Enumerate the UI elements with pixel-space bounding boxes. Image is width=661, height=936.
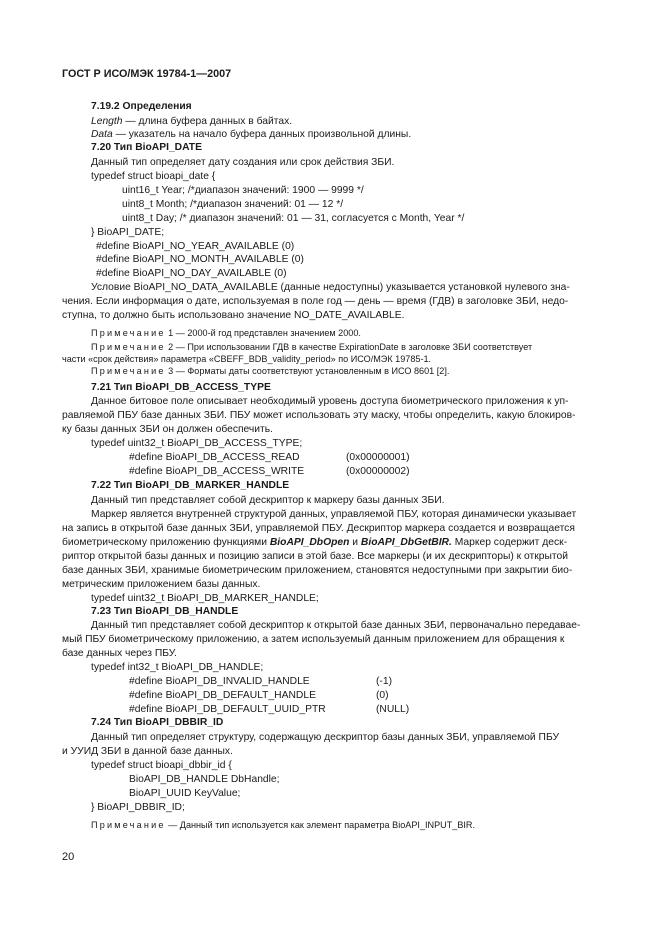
paragraph: Данный тип представляет собой дескриптор к маркеру базы данных ЗБИ. xyxy=(91,495,445,506)
define-value: (0) xyxy=(376,690,389,701)
term-length: Length xyxy=(91,116,123,127)
define-name: #define BioAPI_DB_ACCESS_WRITE xyxy=(129,466,305,477)
function-name: BioAPI_DbOpen xyxy=(269,537,350,548)
code-line: BioAPI_UUID KeyValue; xyxy=(129,788,241,799)
paragraph-line: ступна, то должно быть использовано значение NO_DATE_AVAILABLE. xyxy=(62,310,405,321)
term-data: Data xyxy=(91,129,113,140)
paragraph-line: чения. Если информация о дате, используемая в поле год — день — время (ГДВ) в заголовке ЗБИ, недо- xyxy=(62,296,569,307)
paragraph-line: Условие BioAPI_NO_DATA_AVAILABLE (данные недоступны) указывается установкой нулевого зна- xyxy=(91,282,570,293)
code-line: #define BioAPI_NO_DAY_AVAILABLE (0) xyxy=(96,268,287,279)
definition-data xyxy=(91,128,411,141)
section-title-7-21: 7.21 Тип BioAPI_DB_ACCESS_TYPE xyxy=(91,382,271,393)
paragraph-line: базе данных ЗБИ, хранимые биометрическим приложением, становятся недоступными при закрытии био- xyxy=(62,565,573,576)
paragraph-line: Данное битовое поле описывает необходимый уровень доступа биометрического приложения к уп- xyxy=(91,396,569,407)
code-line: #define BioAPI_NO_MONTH_AVAILABLE (0) xyxy=(96,254,304,265)
paragraph-line: Маркер является внутренней структурой данных, управляемой ПБУ, которая динамически указывает xyxy=(91,509,577,520)
define-name: #define BioAPI_DB_ACCESS_READ xyxy=(129,452,300,463)
paragraph-line: риптор открытой базы данных и позицию записи в этой базе. Все маркеры (и их дескрипторы) к открытой xyxy=(62,551,568,562)
section-title-7-19-2: 7.19.2 Определения xyxy=(91,101,192,112)
note-text: — Данный тип используется как элемент параметра BioAPI_INPUT_BIR. xyxy=(165,820,476,830)
define-value: (-1) xyxy=(376,676,393,687)
note-2-cont: части «срок действия» параметра «CBEFF_BDB_validity_period» по ИСО/МЭК 19785-1. xyxy=(62,354,432,364)
function-name: BioAPI_DbGetBIR. xyxy=(360,537,452,548)
section-title-7-24: 7.24 Тип BioAPI_DBBIR_ID xyxy=(91,717,224,728)
code-line: typedef uint32_t BioAPI_DB_MARKER_HANDLE; xyxy=(91,593,319,604)
section-title-7-23: 7.23 Тип BioAPI_DB_HANDLE xyxy=(91,606,239,617)
definition-text: — длина буфера данных в байтах. xyxy=(122,116,293,127)
note-text: 3 — Форматы даты соответствуют установленным в ИСО 8601 [2]. xyxy=(165,366,450,376)
code-line: typedef struct bioapi_date { xyxy=(91,171,216,182)
section-title-7-20: 7.20 Тип BioAPI_DATE xyxy=(91,142,202,153)
note-label: Примечание xyxy=(91,366,166,376)
define-value: (NULL) xyxy=(376,704,410,715)
note-1 xyxy=(91,327,361,340)
code-line: uint16_t Year; /*диапазон значений: 1900 — 9999 */ xyxy=(122,185,364,196)
section-title-7-22: 7.22 Тип BioAPI_DB_MARKER_HANDLE xyxy=(91,480,290,491)
paragraph-line: мый ПБУ биометрическому приложению, а затем используемый данным приложением для обращения к xyxy=(62,634,565,645)
define-name: #define BioAPI_DB_INVALID_HANDLE xyxy=(129,676,310,687)
code-line: BioAPI_DB_HANDLE DbHandle; xyxy=(129,774,280,785)
note-text: 1 — 2000-й год представлен значением 2000. xyxy=(165,328,361,338)
paragraph-line: ку базы данных ЗБИ он должен обеспечить. xyxy=(62,424,273,435)
note-7-24 xyxy=(91,819,475,832)
define-value: (0x00000002) xyxy=(346,466,410,477)
page-number: 20 xyxy=(62,851,75,863)
page-header: ГОСТ Р ИСО/МЭК 19784-1—2007 xyxy=(62,68,232,80)
paragraph: Данный тип определяет дату создания или срок действия ЗБИ. xyxy=(91,157,395,168)
code-line: uint8_t Month; /*диапазон значений: 01 — 12 */ xyxy=(122,199,344,210)
text: Маркер содержит деск- xyxy=(451,537,568,548)
text: биометрическому приложению функциями xyxy=(62,537,270,548)
code-line: } BioAPI_DBBIR_ID; xyxy=(91,802,185,813)
code-line: typedef int32_t BioAPI_DB_HANDLE; xyxy=(91,662,264,673)
note-3 xyxy=(91,365,449,378)
note-label: Примечание xyxy=(91,342,166,352)
paragraph-line: метрическим приложением базы данных. xyxy=(62,579,261,590)
code-line: typedef struct bioapi_dbbir_id { xyxy=(91,760,232,771)
note-text: 2 — При использовании ГДВ в качестве ExpirationDate в заголовке ЗБИ соответствует xyxy=(165,342,533,352)
paragraph-line: равляемой ПБУ базе данных ЗБИ. ПБУ может использовать эту маску, чтобы определить, какую блокиров- xyxy=(62,410,576,421)
code-line: #define BioAPI_NO_YEAR_AVAILABLE (0) xyxy=(96,241,295,252)
code-line: typedef uint32_t BioAPI_DB_ACCESS_TYPE; xyxy=(91,438,303,449)
note-label: Примечание xyxy=(91,328,166,338)
code-line: uint8_t Day; /* диапазон значений: 01 — 31, согласуется с Month, Year */ xyxy=(122,213,465,224)
note-label: Примечание xyxy=(91,820,166,830)
code-line: } BioAPI_DATE; xyxy=(91,227,165,238)
define-value: (0x00000001) xyxy=(346,452,410,463)
paragraph-line: на запись в открытой базе данных ЗБИ, управляемой ПБУ. Дескриптор маркера создается и возвращается xyxy=(62,523,575,534)
define-name: #define BioAPI_DB_DEFAULT_HANDLE xyxy=(129,690,316,701)
paragraph-line: Данный тип определяет структуру, содержащую дескриптор базы данных ЗБИ, управляемой ПБУ xyxy=(91,732,560,743)
paragraph-line: и УУИД ЗБИ в данной базе данных. xyxy=(62,746,233,757)
definition-text: — указатель на начало буфера данных произвольной длины. xyxy=(112,129,412,140)
definition-length xyxy=(91,115,292,128)
text: и xyxy=(349,537,361,548)
paragraph-line: Данный тип представляет собой дескриптор к открытой базе данных ЗБИ, первоначально передавае- xyxy=(91,620,581,631)
define-name: #define BioAPI_DB_DEFAULT_UUID_PTR xyxy=(129,704,326,715)
paragraph-line: базе данных через ПБУ. xyxy=(62,648,177,659)
paragraph-line xyxy=(62,536,567,549)
